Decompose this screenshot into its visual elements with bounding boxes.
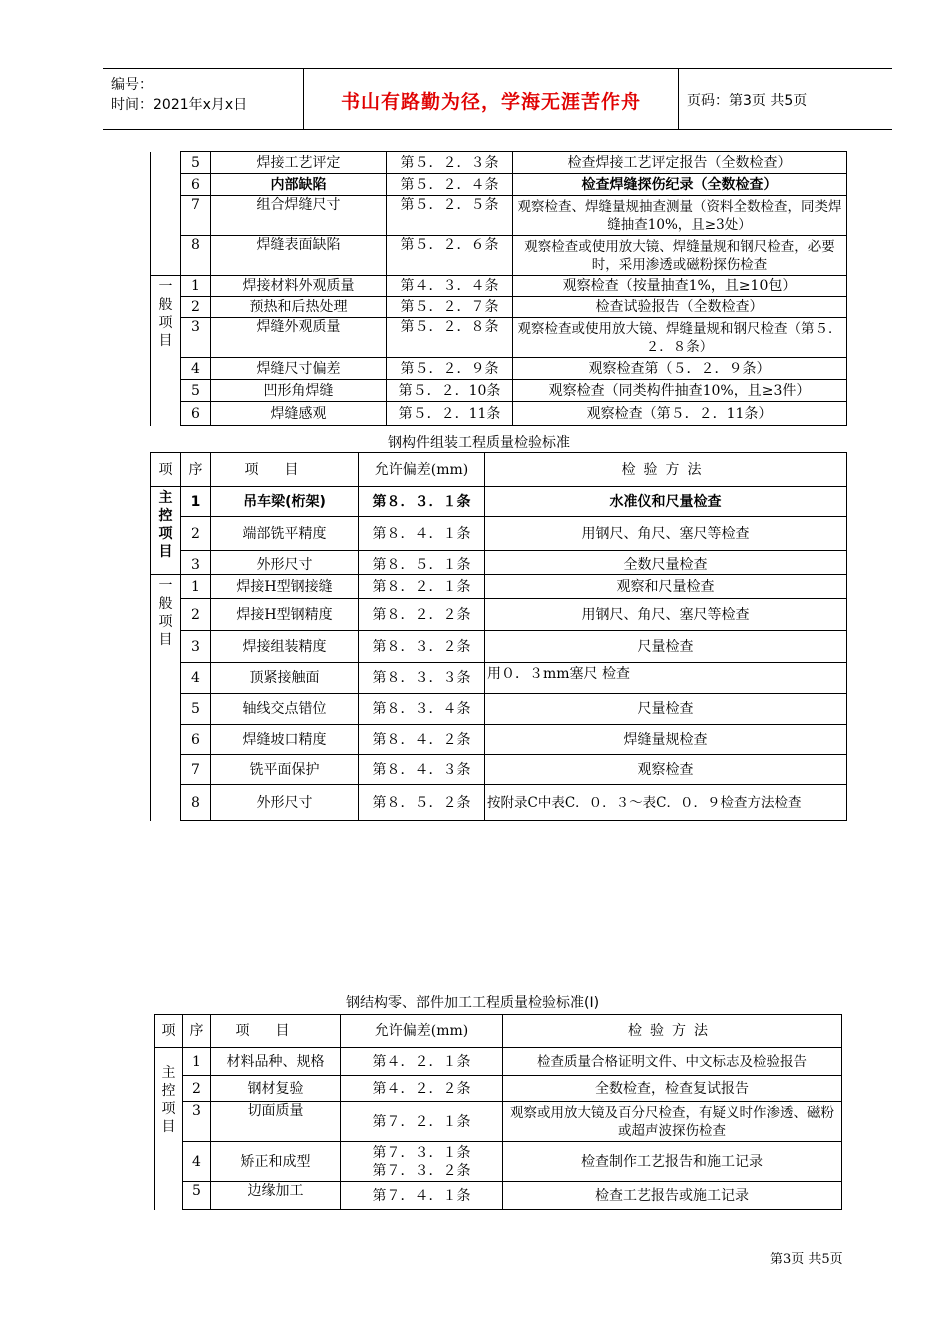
time-label: 时间：2021年x月x日 — [111, 97, 248, 113]
table-row — [151, 785, 847, 821]
table-header-row — [155, 1015, 842, 1048]
page-footer: 第3页 共5页 — [770, 1252, 843, 1267]
assembly-table — [150, 452, 847, 821]
table-row — [151, 487, 847, 517]
row-item: 焊缝感观 — [211, 402, 387, 426]
row-method: 用０．３mm塞尺 检查 — [485, 663, 847, 694]
row-item: 边缘加工 — [211, 1182, 341, 1210]
row-item: 外形尺寸 — [211, 785, 359, 821]
table-row — [155, 1048, 842, 1076]
row-clause — [341, 1142, 503, 1182]
row-method: 观察检查（按量抽查1%，且≥10包） — [513, 276, 847, 297]
row-number: 3 — [183, 1102, 211, 1142]
row-item: 焊接工艺评定 — [211, 152, 387, 174]
row-number: 1 — [181, 575, 211, 599]
row-method: 观察检查、焊缝量规抽查测量（资料全数检查，同类焊缝抽查10%，且≥3处） — [513, 196, 847, 236]
row-clause: 第８．５．１条 — [359, 551, 485, 575]
row-number: 7 — [181, 196, 211, 236]
row-item: 焊接材料外观质量 — [211, 276, 387, 297]
code-label: 编号： — [111, 77, 153, 93]
row-method: 检查质量合格证明文件、中文标志及检验报告 — [503, 1048, 842, 1076]
row-number: 6 — [181, 174, 211, 196]
table-row — [155, 1076, 842, 1102]
row-clause: 第８．４．３条 — [359, 755, 485, 785]
row-number: 7 — [181, 755, 211, 785]
table-row — [151, 276, 847, 297]
table-row — [151, 152, 847, 174]
category-main — [155, 1048, 183, 1210]
row-number: 1 — [181, 276, 211, 297]
row-number: 2 — [181, 297, 211, 318]
row-number: 4 — [181, 358, 211, 380]
row-number: 5 — [181, 380, 211, 402]
row-method: 用钢尺、角尺、塞尺等检查 — [485, 517, 847, 551]
header-category: 项 — [155, 1015, 183, 1048]
row-method: 尺量检查 — [485, 694, 847, 725]
row-method: 用钢尺、角尺、塞尺等检查 — [485, 599, 847, 631]
row-number: 1 — [181, 487, 211, 517]
row-number: 2 — [183, 1076, 211, 1102]
table-row — [151, 694, 847, 725]
row-method: 观察检查（第５．２．11条） — [513, 402, 847, 426]
table-row — [151, 196, 847, 236]
row-item: 吊车梁(桁架) — [211, 487, 359, 517]
row-method: 水准仪和尺量检查 — [485, 487, 847, 517]
row-number: 3 — [181, 318, 211, 358]
row-clause: 第８．２．１条 — [359, 575, 485, 599]
table-row — [151, 358, 847, 380]
table-row — [151, 517, 847, 551]
row-number: 8 — [181, 236, 211, 276]
row-clause: 第８．３．１条 — [359, 487, 485, 517]
row-clause: 第８．２．２条 — [359, 599, 485, 631]
row-number: 2 — [181, 599, 211, 631]
header-slogan: 书山有路勤为径，学海无涯苦作舟 — [340, 91, 641, 113]
header-info — [111, 75, 247, 115]
row-item: 焊接H型钢精度 — [211, 599, 359, 631]
category-general — [151, 276, 181, 426]
table-row — [155, 1142, 842, 1182]
row-number: 5 — [183, 1182, 211, 1210]
header-category: 项 — [151, 453, 181, 487]
row-clause: 第７．２．１条 — [341, 1102, 503, 1142]
row-number: 1 — [183, 1048, 211, 1076]
table-row — [151, 631, 847, 663]
header-tolerance: 允许偏差(mm) — [359, 453, 485, 487]
row-item: 顶紧接触面 — [211, 663, 359, 694]
row-number: 6 — [181, 725, 211, 755]
header-item: 项目 — [211, 453, 359, 487]
row-number: 5 — [181, 694, 211, 725]
header-tolerance: 允许偏差(mm) — [341, 1015, 503, 1048]
row-method: 观察检查第（５．２．９条） — [513, 358, 847, 380]
row-clause: 第５．２．６条 — [387, 236, 513, 276]
row-clause: 第８．３．４条 — [359, 694, 485, 725]
row-method: 检查试验报告（全数检查） — [513, 297, 847, 318]
row-method: 检查焊缝探伤纪录（全数检查） — [513, 174, 847, 196]
row-clause: 第５．２．４条 — [387, 174, 513, 196]
row-clause: 第５．２．８条 — [387, 318, 513, 358]
header-divider — [678, 69, 679, 129]
row-method: 观察检查（同类构件抽查10%，且≥3件） — [513, 380, 847, 402]
header-number: 序 — [181, 453, 211, 487]
row-item: 轴线交点错位 — [211, 694, 359, 725]
table-row — [155, 1182, 842, 1210]
category-label: 一般项目 — [158, 578, 173, 648]
header-number: 序 — [183, 1015, 211, 1048]
table-row — [151, 380, 847, 402]
row-method: 按附录C中表C．０．３～表C．０．９检查方法检查 — [485, 785, 847, 821]
row-item: 钢材复验 — [211, 1076, 341, 1102]
page-header — [103, 68, 892, 130]
row-clause: 第４．２．１条 — [341, 1048, 503, 1076]
table-row — [151, 402, 847, 426]
row-clause: 第８．３．２条 — [359, 631, 485, 663]
row-clause: 第８．４．１条 — [359, 517, 485, 551]
row-item: 焊缝尺寸偏差 — [211, 358, 387, 380]
row-clause-line: 第７．３．１条 — [372, 1144, 471, 1161]
row-method: 观察或用放大镜及百分尺检查，有疑义时作渗透、磁粉或超声波探伤检查 — [503, 1102, 842, 1142]
table-row — [151, 297, 847, 318]
welding-table — [150, 151, 847, 426]
category-label: 一般项目 — [158, 279, 173, 349]
category-label: 主控项目 — [161, 1065, 176, 1135]
table2-caption: 钢构件组装工程质量检验标准 — [388, 435, 570, 451]
row-clause: 第８．５．２条 — [359, 785, 485, 821]
row-item: 切面质量 — [211, 1102, 341, 1142]
table-row — [151, 551, 847, 575]
row-method: 检查制作工艺报告和施工记录 — [503, 1142, 842, 1182]
row-clause: 第４．３．４条 — [387, 276, 513, 297]
row-clause: 第５．２．３条 — [387, 152, 513, 174]
row-item: 焊缝表面缺陷 — [211, 236, 387, 276]
row-item: 外形尺寸 — [211, 551, 359, 575]
row-clause: 第７．４．１条 — [341, 1182, 503, 1210]
row-method: 全数检查，检查复试报告 — [503, 1076, 842, 1102]
row-item: 焊接组装精度 — [211, 631, 359, 663]
table-row — [151, 575, 847, 599]
row-number: 5 — [181, 152, 211, 174]
table-row — [151, 236, 847, 276]
row-clause-line: 第７．３．２条 — [372, 1162, 471, 1179]
row-item: 组合焊缝尺寸 — [211, 196, 387, 236]
row-item: 焊缝外观质量 — [211, 318, 387, 358]
row-item: 端部铣平精度 — [211, 517, 359, 551]
row-item: 预热和后热处理 — [211, 297, 387, 318]
row-number: 8 — [181, 785, 211, 821]
row-clause: 第５．２．10条 — [387, 380, 513, 402]
row-clause: 第５．２．９条 — [387, 358, 513, 380]
table-row — [151, 174, 847, 196]
category-main — [151, 487, 181, 575]
table-row — [151, 599, 847, 631]
row-method: 观察检查或使用放大镜、焊缝量规和钢尺检查（第５．２．８条） — [513, 318, 847, 358]
row-number: 6 — [181, 402, 211, 426]
row-clause: 第８．４．２条 — [359, 725, 485, 755]
row-clause: 第５．２．11条 — [387, 402, 513, 426]
header-page-label: 页码：第3页 共5页 — [687, 93, 808, 109]
table-row — [151, 663, 847, 694]
row-method: 检查焊接工艺评定报告（全数检查） — [513, 152, 847, 174]
row-item: 焊缝坡口精度 — [211, 725, 359, 755]
table-row — [151, 755, 847, 785]
row-method: 观察检查或使用放大镜、焊缝量规和钢尺检查，必要时，采用渗透或磁粉探伤检查 — [513, 236, 847, 276]
category-label: 主控项目 — [158, 490, 173, 560]
category-cell — [151, 152, 181, 276]
header-item: 项目 — [211, 1015, 341, 1048]
row-clause: 第５．２．７条 — [387, 297, 513, 318]
row-method: 焊缝量规检查 — [485, 725, 847, 755]
table-row — [151, 725, 847, 755]
row-number: 2 — [181, 517, 211, 551]
row-clause: 第４．２．２条 — [341, 1076, 503, 1102]
header-method: 检验方法 — [485, 453, 847, 487]
row-method: 观察检查 — [485, 755, 847, 785]
row-item: 矫正和成型 — [211, 1142, 341, 1182]
category-general — [151, 575, 181, 821]
row-item: 材料品种、规格 — [211, 1048, 341, 1076]
row-method: 尺量检查 — [485, 631, 847, 663]
row-number: 4 — [181, 663, 211, 694]
header-method: 检验方法 — [503, 1015, 842, 1048]
row-number: 3 — [181, 631, 211, 663]
row-clause: 第８．３．３条 — [359, 663, 485, 694]
row-item: 铣平面保护 — [211, 755, 359, 785]
row-item: 内部缺陷 — [211, 174, 387, 196]
table-row — [151, 318, 847, 358]
processing-table — [154, 1014, 842, 1210]
table-row — [155, 1102, 842, 1142]
row-clause: 第５．２．５条 — [387, 196, 513, 236]
row-item: 焊接H型钢接缝 — [211, 575, 359, 599]
row-method: 检查工艺报告或施工记录 — [503, 1182, 842, 1210]
row-number: 4 — [183, 1142, 211, 1182]
row-item: 凹形角焊缝 — [211, 380, 387, 402]
row-method: 观察和尺量检查 — [485, 575, 847, 599]
table3-caption: 钢结构零、部件加工工程质量检验标准(I) — [346, 995, 600, 1011]
table-header-row — [151, 453, 847, 487]
row-number: 3 — [181, 551, 211, 575]
row-method: 全数尺量检查 — [485, 551, 847, 575]
